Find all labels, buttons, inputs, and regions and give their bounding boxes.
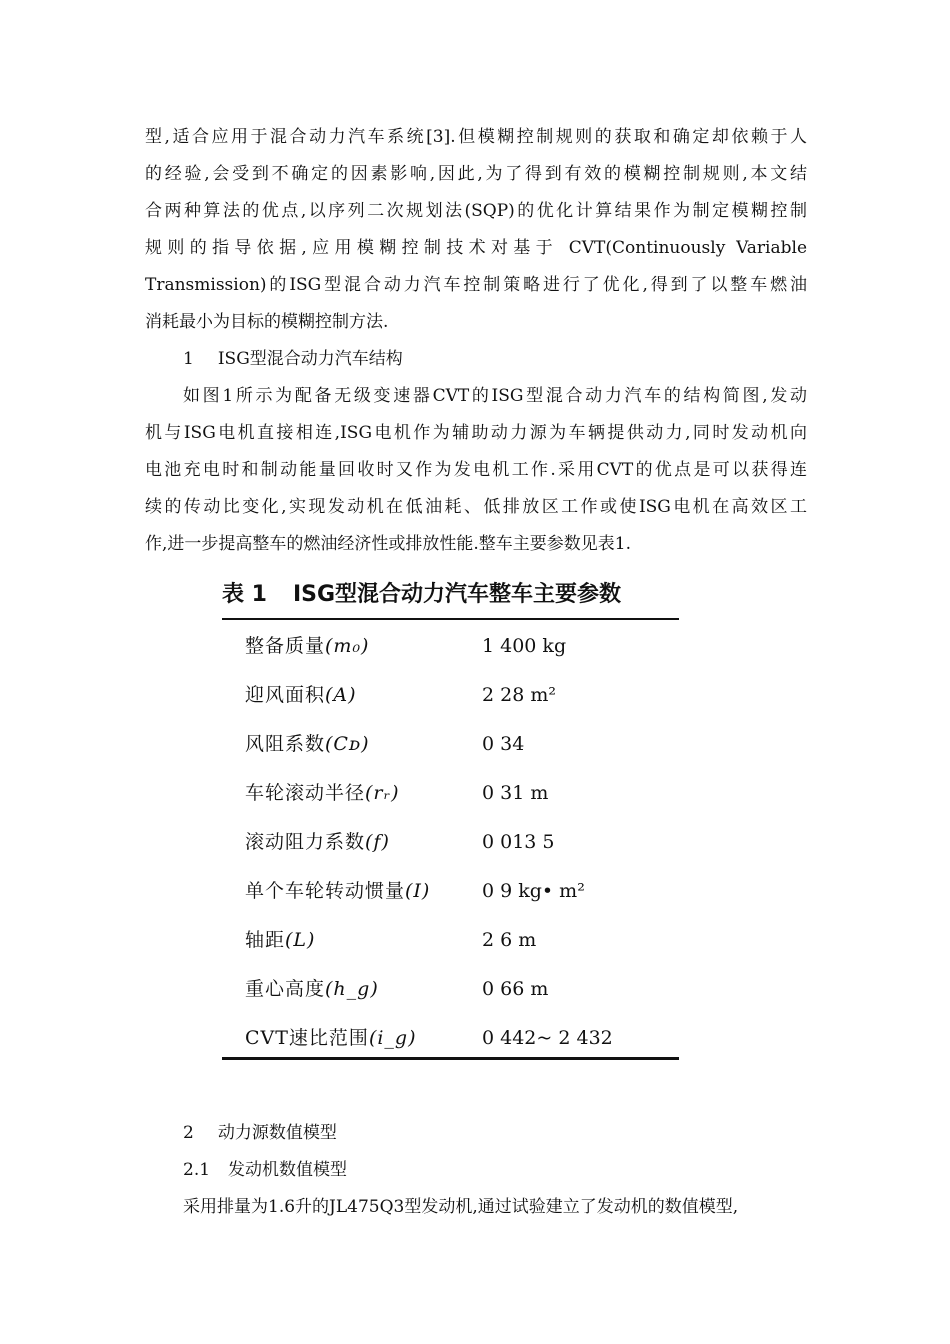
intro-line: 规则的指导依据,应用模糊控制技术对基于 CVT(Continuously Variable xyxy=(145,238,807,258)
table-cell-label: 单个车轮转动惯量(I) xyxy=(245,880,431,902)
section21-heading xyxy=(183,1152,347,1189)
table-cell-value: 2 28 m² xyxy=(482,684,556,706)
table-cell-label: 车轮滚动半径(rᵣ) xyxy=(245,782,400,804)
table-cell-symbol: (rᵣ) xyxy=(365,782,400,804)
table-cell-label: 滚动阻力系数(f) xyxy=(245,831,390,853)
section21-paragraph xyxy=(145,1189,807,1226)
intro-line: 的经验,会受到不确定的因素影响,因此,为了得到有效的模糊控制规则,本文结 xyxy=(145,164,807,184)
table-cell-symbol: (Cᴅ) xyxy=(325,733,370,755)
table-row xyxy=(222,675,679,715)
table-cell-label: 迎风面积(A) xyxy=(245,684,357,706)
table-cell-value: 0 31 m xyxy=(482,782,549,804)
table-cell-value: 1 400 kg xyxy=(482,635,567,657)
intro-line: Transmission)的ISG型混合动力汽车控制策略进行了优化,得到了以整车燃油 xyxy=(145,275,807,295)
table-row xyxy=(222,969,679,1009)
table-cell-symbol: (A) xyxy=(325,684,357,706)
table-row xyxy=(222,871,679,911)
intro-paragraph xyxy=(145,119,807,341)
section1-heading xyxy=(183,341,403,378)
table1-title: ISG型混合动力汽车整车主要参数 xyxy=(292,582,622,607)
table-cell-symbol: (I) xyxy=(405,880,431,902)
section1-title: ISG型混合动力汽车结构 xyxy=(217,349,403,369)
section21-line: 采用排量为1.6升的JL475Q3型发动机,通过试验建立了发动机的数值模型, xyxy=(183,1197,739,1217)
table-row xyxy=(222,920,679,960)
intro-line: 消耗最小为目标的模糊控制方法. xyxy=(145,312,389,332)
table-cell-symbol: (i_g) xyxy=(368,1027,417,1049)
intro-line: 型,适合应用于混合动力汽车系统[3].但模糊控制规则的获取和确定却依赖于人 xyxy=(145,127,807,147)
table-cell-value: 2 6 m xyxy=(482,929,537,951)
section2-title: 动力源数值模型 xyxy=(217,1123,337,1143)
section21-number: 2.1 xyxy=(183,1160,211,1180)
table-row xyxy=(222,626,679,666)
table-row xyxy=(222,724,679,764)
table-cell-label: 风阻系数(Cᴅ) xyxy=(245,733,370,755)
table1-number: 表 1 xyxy=(222,582,267,607)
section1-line: 作,进一步提高整车的燃油经济性或排放性能.整车主要参数见表1. xyxy=(145,534,632,554)
table-row xyxy=(222,773,679,813)
table-cell-label: 轴距(L) xyxy=(245,929,316,951)
table-cell-label: 整备质量(m₀) xyxy=(245,635,370,657)
table1-top-rule xyxy=(222,618,679,620)
table-cell-symbol: (m₀) xyxy=(325,635,370,657)
section1-paragraph xyxy=(145,378,807,563)
table-cell-value: 0 66 m xyxy=(482,978,549,1000)
table-row xyxy=(222,822,679,862)
table-cell-symbol: (f) xyxy=(365,831,390,853)
table-cell-symbol: (h_g) xyxy=(325,978,379,1000)
table-cell-label: CVT速比范围(i_g) xyxy=(245,1027,417,1049)
table-cell-value: 0 9 kg• m² xyxy=(482,880,585,902)
table1-bottom-rule xyxy=(222,1057,679,1060)
section1-line: 续的传动比变化,实现发动机在低油耗、低排放区工作或使ISG电机在高效区工 xyxy=(145,497,807,517)
section2-number: 2 xyxy=(183,1123,194,1143)
table-cell-value: 0 442~ 2 432 xyxy=(482,1027,613,1049)
table-cell-value: 0 013 5 xyxy=(482,831,555,853)
section1-number: 1 xyxy=(183,349,194,369)
table-cell-label: 重心高度(h_g) xyxy=(245,978,379,1000)
table1-caption xyxy=(222,578,682,612)
section21-title: 发动机数值模型 xyxy=(228,1160,348,1180)
section2-heading xyxy=(183,1115,337,1152)
table-row xyxy=(222,1018,679,1058)
section1-line: 机与ISG电机直接相连,ISG电机作为辅助动力源为车辆提供动力,同时发动机向 xyxy=(145,423,807,443)
table-cell-value: 0 34 xyxy=(482,733,525,755)
intro-line: 合两种算法的优点,以序列二次规划法(SQP)的优化计算结果作为制定模糊控制 xyxy=(145,201,807,221)
section1-line: 电池充电时和制动能量回收时又作为发电机工作.采用CVT的优点是可以获得连 xyxy=(145,460,807,480)
section1-line: 如图1所示为配备无级变速器CVT的ISG型混合动力汽车的结构简图,发动 xyxy=(183,386,807,406)
table-cell-symbol: (L) xyxy=(285,929,316,951)
